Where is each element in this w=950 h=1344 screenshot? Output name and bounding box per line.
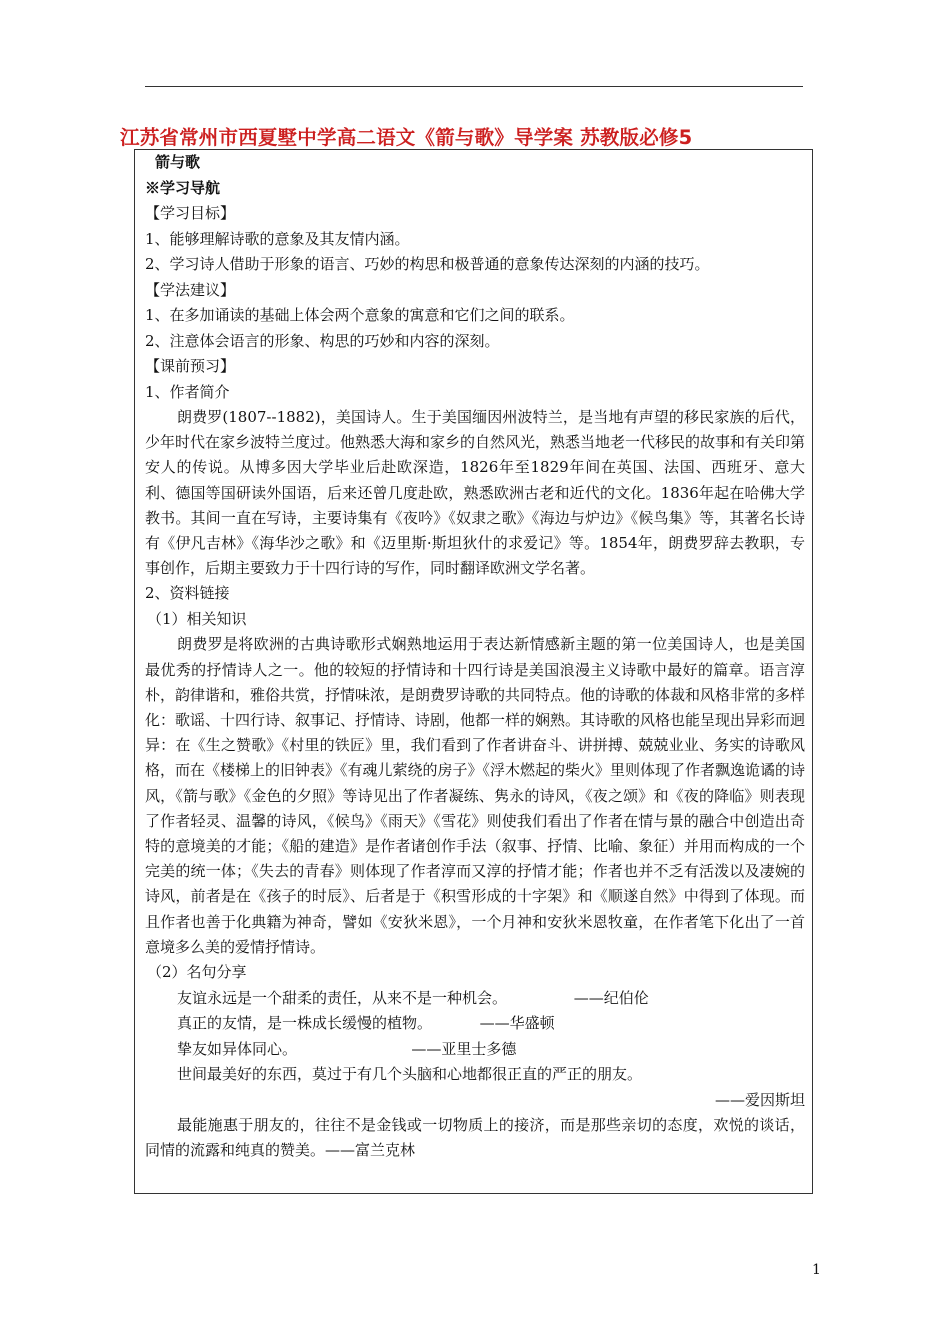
content-area: [145, 150, 805, 1163]
nav-heading: ※学习导航: [145, 178, 221, 197]
quote-line: 友谊永远是一个甜柔的责任，从来不是一种机会。 ——纪伯伦: [177, 988, 649, 1007]
lesson-title: 箭与歌: [155, 153, 201, 171]
method-item: 1、在多加诵读的基础上体会两个意象的寓意和它们之间的联系。: [145, 306, 575, 324]
document-title: 江苏省常州市西夏墅中学高二语文《箭与歌》导学案 苏教版必修5: [120, 126, 693, 149]
preview-heading: 【课前预习】: [145, 357, 236, 375]
resources-heading: 2、资料链接: [145, 584, 230, 603]
goal-item: 2、学习诗人借助于形象的语言、巧妙的构思和极普通的意象传达深刻的内涵的技巧。: [145, 255, 710, 273]
author-heading: 1、作者简介: [145, 382, 230, 401]
quote-author: ——爱因斯坦: [714, 1090, 805, 1109]
method-item: 2、注意体会语言的形象、构思的巧妙和内容的深刻。: [145, 331, 500, 350]
page-number: 1: [812, 1262, 821, 1278]
quote-line: 世间最美好的东西，莫过于有几个头脑和心地都很正直的严正的朋友。: [177, 1065, 643, 1084]
knowledge-heading: （1）相关知识: [147, 609, 247, 628]
goals-heading: 【学习目标】: [145, 204, 236, 222]
knowledge-paragraph: 朗费罗是将欧洲的古典诗歌形式娴熟地运用于表达新情感新主题的第一位美国诗人，也是美国最优秀的抒情诗人之一。他的较短的抒情诗和十四行诗是美国浪漫主义诗歌中最好的篇章。语言淳朴，韵律谐和，雅俗共赏，抒情味浓，是朗费罗诗歌的共同特点。他的诗歌的体裁和风格非常的多样化：歌谣、十四行诗、叙事记、抒情诗、诗剧，他都一样的娴熟。其诗歌的风格也能呈现出异彩而迥异：在《生之赞歌》《村里的铁匠》里，我们看到了作者讲奋斗、讲拼搏、兢兢业业、务实的诗歌风格，而在《楼梯上的旧钟表》《有魂儿萦绕的房子》《浮木燃起的柴火》里则体现了作者飘逸诡谲的诗风，《箭与歌》《金色的夕照》等诗见出了作者凝练、隽永的诗风，《夜之颂》和《夜的降临》则表现了作者轻灵、温馨的诗风，《候鸟》《雨天》《雪花》则使我们看出了作者在情与景的融合中创造出奇特的意境美的才能；《船的建造》是作者诸创作手法（叙事、抒情、比喻、象征）并用而构成的一个完美的统一体；《失去的青春》则体现了作者淳而又淳的抒情才能；作者也并不乏有活泼以及凄婉的诗风，前者是在《孩子的时辰》、后者是于《积雪形成的十字架》和《顺遂自然》中得到了体现。而且作者也善于化典籍为神奇，譬如《安狄米恩》，一个月神和安狄米恩牧童，在作者笔下化出了一首意境多么美的爱情抒情诗。: [145, 635, 806, 956]
goal-item: 1、能够理解诗歌的意象及其友情内涵。: [145, 229, 410, 248]
header-rule: [145, 86, 803, 87]
quote-paragraph: 最能施惠于朋友的，往往不是金钱或一切物质上的接济，而是那些亲切的态度，欢悦的谈话，同情的流露和纯真的赞美。——富兰克林: [145, 1116, 805, 1160]
method-heading: 【学法建议】: [145, 280, 236, 299]
author-paragraph: 朗费罗(1807--1882)，美国诗人。生于美国缅因州波特兰，是当地有声望的移民家族的后代，少年时代在家乡波特兰度过。他熟悉大海和家乡的自然风光，熟悉当地老一代移民的故事和有关印第安人的传说。从博多因大学毕业后赴欧深造，1826年至1829年间在英国、法国、西班牙、意大利、德国等国研读外国语，后来还曾几度赴欧，熟悉欧洲古老和近代的文化。1836年起在哈佛大学教书。其间一直在写诗，主要诗集有《夜吟》《奴隶之歌》《海边与炉边》《候鸟集》等，其著名长诗有《伊凡吉林》《海华沙之歌》和《迈里斯·斯坦狄什的求爱记》等。1854年，朗费罗辞去教职，专事创作，后期主要致力于十四行诗的写作，同时翻译欧洲文学名著。: [145, 408, 806, 578]
quotes-heading: （2）名句分享: [147, 963, 247, 982]
quote-line: 挚友如异体同心。 ——亚里士多德: [177, 1039, 517, 1058]
quote-line: 真正的友情，是一株成长缓慢的植物。 ——华盛顿: [177, 1014, 555, 1033]
